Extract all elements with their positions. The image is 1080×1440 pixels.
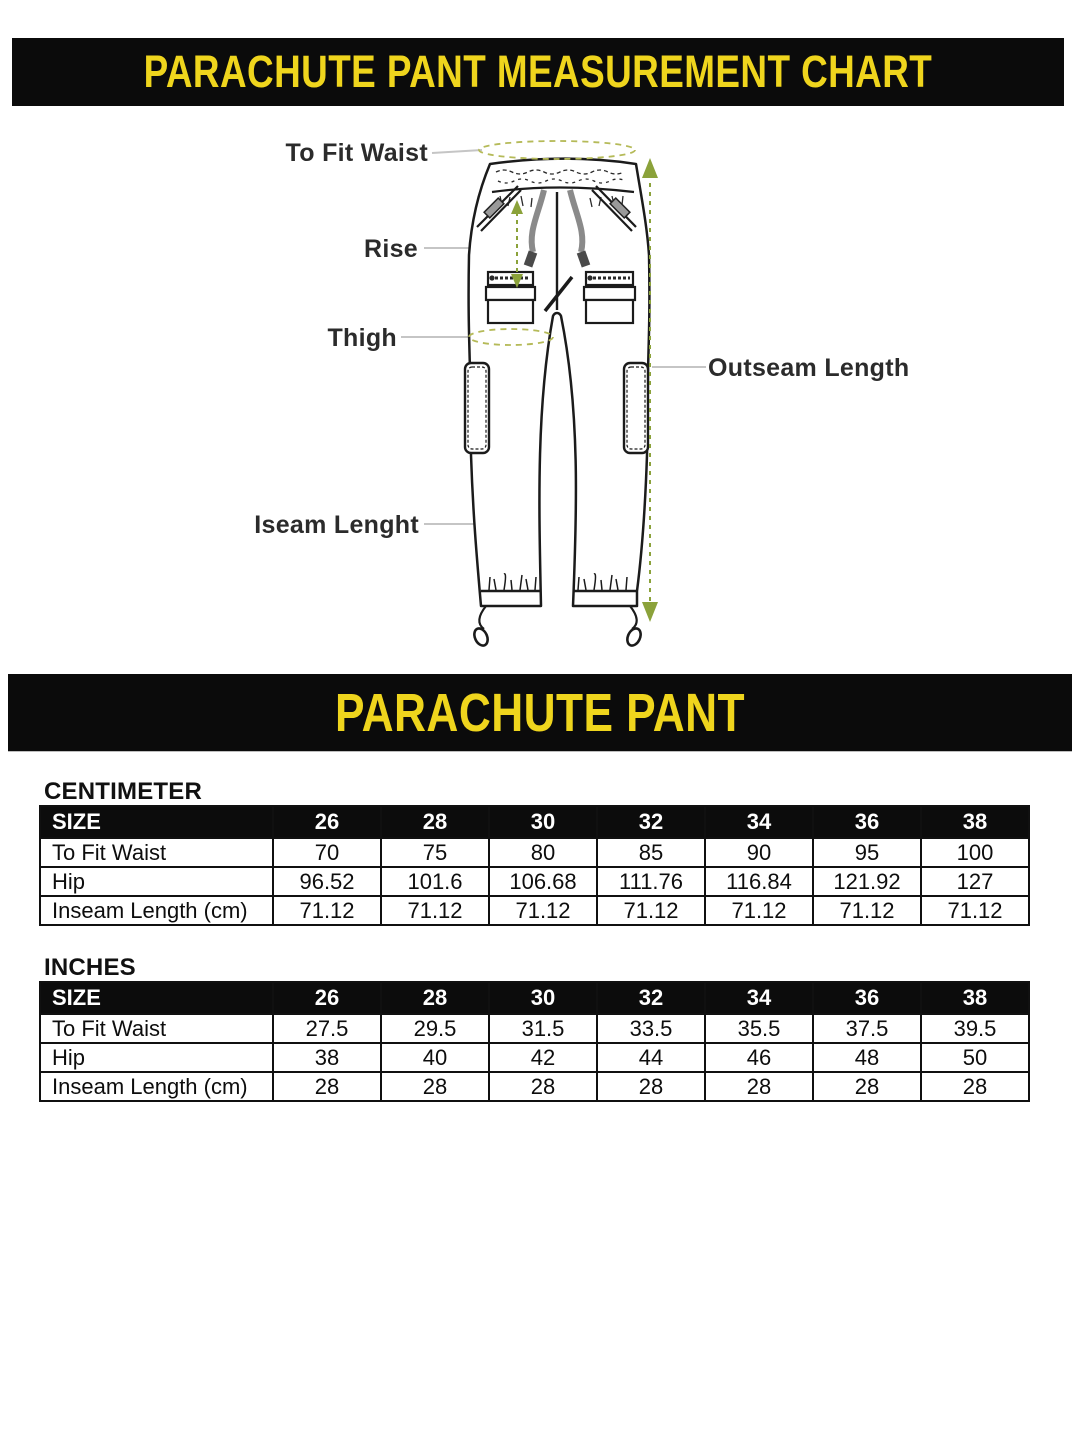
value-cell: 38 (273, 1043, 381, 1072)
value-cell: 28 (489, 1072, 597, 1101)
value-cell: 28 (381, 1072, 489, 1101)
size-column-header: 30 (489, 982, 597, 1014)
value-cell: 27.5 (273, 1014, 381, 1043)
value-cell: 71.12 (705, 896, 813, 925)
size-table-centimeter (39, 805, 1030, 926)
size-column-header: 36 (813, 806, 921, 838)
inches-section-label: INCHES (44, 954, 136, 981)
product-name-title: PARACHUTE PANT (335, 682, 745, 743)
row-label-cell: To Fit Waist (40, 838, 273, 867)
table-header-row (40, 982, 1029, 1014)
size-column-header: 32 (597, 982, 705, 1014)
value-cell: 28 (705, 1072, 813, 1101)
row-label-cell: Hip (40, 1043, 273, 1072)
size-column-header: 36 (813, 982, 921, 1014)
value-cell: 75 (381, 838, 489, 867)
row-label-cell: Inseam Length (cm) (40, 1072, 273, 1101)
table-header-row (40, 806, 1029, 838)
size-column-header: 26 (273, 806, 381, 838)
value-cell: 71.12 (273, 896, 381, 925)
value-cell: 28 (273, 1072, 381, 1101)
value-cell: 39.5 (921, 1014, 1029, 1043)
value-cell: 28 (921, 1072, 1029, 1101)
row-label-cell: To Fit Waist (40, 1014, 273, 1043)
value-cell: 42 (489, 1043, 597, 1072)
value-cell: 111.76 (597, 867, 705, 896)
product-name-banner (8, 674, 1072, 751)
size-column-header: 28 (381, 806, 489, 838)
value-cell: 100 (921, 838, 1029, 867)
size-column-header: 38 (921, 982, 1029, 1014)
label-iseam-length: Iseam Lenght (254, 511, 419, 539)
size-column-header: 38 (921, 806, 1029, 838)
value-cell: 48 (813, 1043, 921, 1072)
top-banner (12, 38, 1064, 106)
value-cell: 127 (921, 867, 1029, 896)
value-cell: 31.5 (489, 1014, 597, 1043)
size-table-inches (39, 981, 1030, 1102)
value-cell: 71.12 (489, 896, 597, 925)
size-column-header: 34 (705, 806, 813, 838)
value-cell: 85 (597, 838, 705, 867)
size-column-header: 30 (489, 806, 597, 838)
value-cell: 44 (597, 1043, 705, 1072)
value-cell: 28 (597, 1072, 705, 1101)
label-thigh: Thigh (327, 324, 397, 352)
label-outseam-length: Outseam Length (708, 354, 910, 382)
value-cell: 71.12 (381, 896, 489, 925)
size-column-header: 34 (705, 982, 813, 1014)
size-header-cell: SIZE (40, 982, 273, 1014)
pant-measurement-diagram (0, 120, 1080, 670)
table-row (40, 1043, 1029, 1072)
pant-silhouette (469, 159, 650, 606)
value-cell: 116.84 (705, 867, 813, 896)
value-cell: 71.12 (597, 896, 705, 925)
value-cell: 28 (813, 1072, 921, 1101)
value-cell: 71.12 (921, 896, 1029, 925)
waist-measure-ellipse (479, 141, 635, 159)
row-label-cell: Inseam Length (cm) (40, 896, 273, 925)
value-cell: 50 (921, 1043, 1029, 1072)
value-cell: 121.92 (813, 867, 921, 896)
size-column-header: 26 (273, 982, 381, 1014)
value-cell: 106.68 (489, 867, 597, 896)
value-cell: 29.5 (381, 1014, 489, 1043)
top-banner-title: PARACHUTE PANT MEASUREMENT CHART (143, 46, 933, 97)
value-cell: 90 (705, 838, 813, 867)
table-row (40, 867, 1029, 896)
centimeter-section-label: CENTIMETER (44, 778, 202, 805)
value-cell: 101.6 (381, 867, 489, 896)
size-column-header: 32 (597, 806, 705, 838)
value-cell: 35.5 (705, 1014, 813, 1043)
value-cell: 95 (813, 838, 921, 867)
size-column-header: 28 (381, 982, 489, 1014)
value-cell: 80 (489, 838, 597, 867)
size-header-cell: SIZE (40, 806, 273, 838)
hem-toggles (472, 606, 643, 648)
table-row (40, 1072, 1029, 1101)
row-label-cell: Hip (40, 867, 273, 896)
label-rise: Rise (363, 235, 418, 263)
pant-diagram-art (0, 120, 1080, 670)
label-to-fit-waist: To Fit Waist (285, 139, 428, 167)
value-cell: 46 (705, 1043, 813, 1072)
table-row (40, 1014, 1029, 1043)
value-cell: 71.12 (813, 896, 921, 925)
value-cell: 96.52 (273, 867, 381, 896)
value-cell: 40 (381, 1043, 489, 1072)
table-row (40, 896, 1029, 925)
value-cell: 33.5 (597, 1014, 705, 1043)
value-cell: 70 (273, 838, 381, 867)
value-cell: 37.5 (813, 1014, 921, 1043)
table-row (40, 838, 1029, 867)
